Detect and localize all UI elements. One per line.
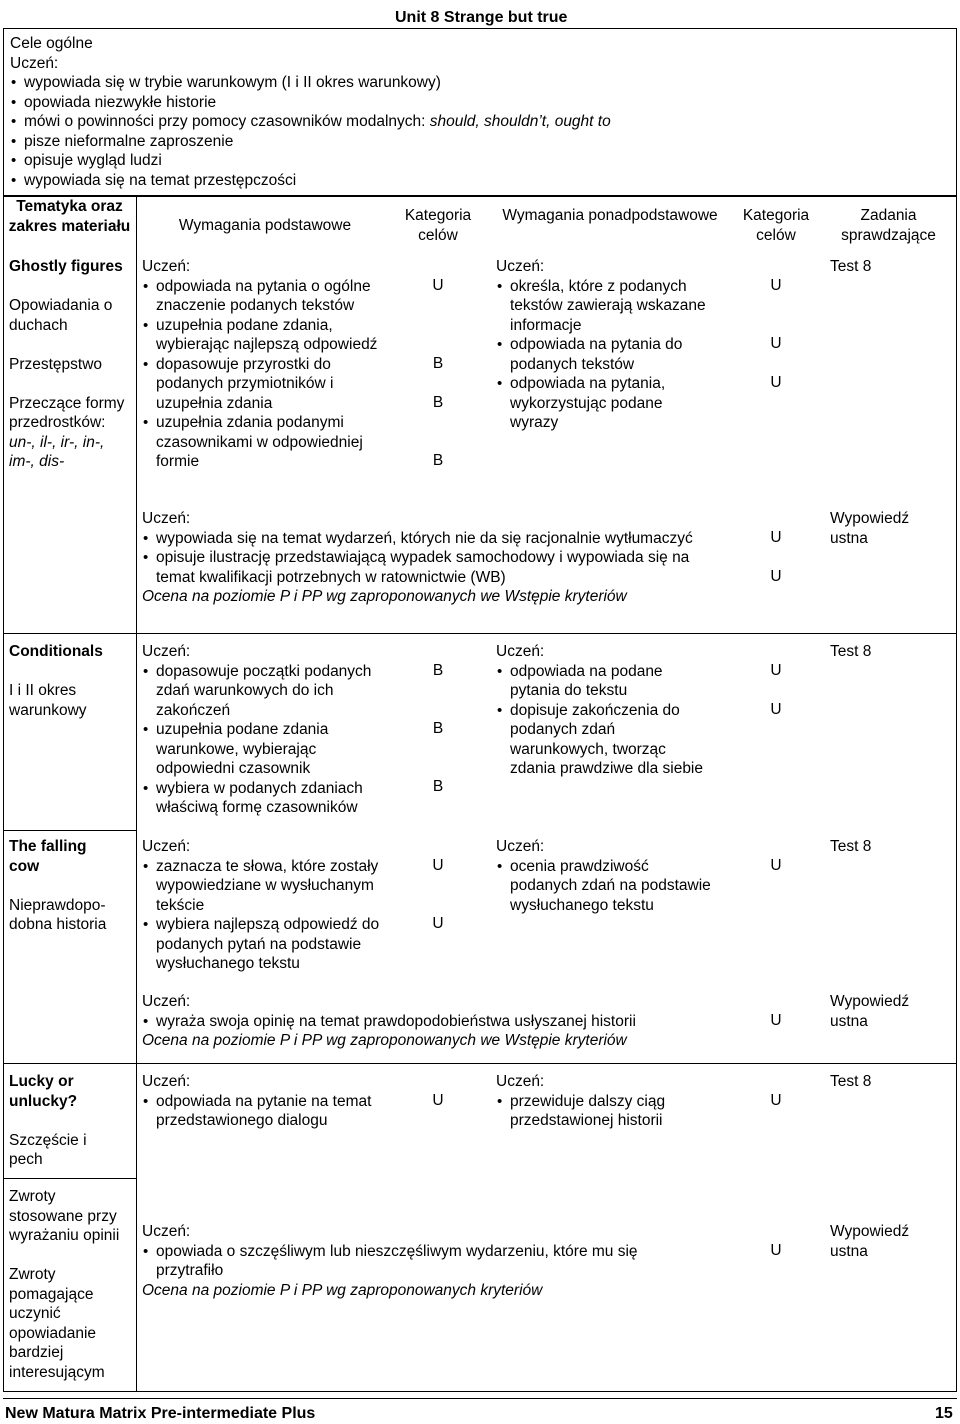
goals-heading: Cele ogólne bbox=[10, 35, 93, 52]
list-item: • przewiduje dalszy ciąg przedstawionej historii bbox=[496, 1092, 711, 1131]
list-item: • opowiada o szczęśliwym lub nieszczęśliwym wydarzeniu, które mu się przytrafiło bbox=[142, 1242, 701, 1281]
category-mark: B bbox=[432, 452, 444, 469]
topic-line: Przeczące formy przedrostków: bbox=[9, 394, 125, 431]
category-mark: B bbox=[432, 778, 444, 795]
task-label: Test 8 bbox=[830, 1073, 872, 1090]
topic-title: Conditionals bbox=[9, 643, 103, 660]
topic-line: Przestępstwo bbox=[9, 355, 103, 373]
basic-requirements-cell bbox=[142, 1072, 382, 1131]
list-item: • odpowiada na podane pytania do tekstu bbox=[496, 662, 711, 701]
student-label: Uczeń: bbox=[142, 1223, 191, 1240]
list-item: • odpowiada na pytania o ogólne znaczenie podanych tekstów bbox=[142, 277, 382, 316]
assessment-note: Ocena na poziomie P i PP wg zaproponowanych we Wstępie kryteriów bbox=[142, 588, 627, 605]
student-label: Uczeń: bbox=[142, 1073, 191, 1090]
category-mark: U bbox=[770, 277, 782, 294]
list-item: • wypowiada się na temat przestępczości bbox=[10, 171, 910, 191]
header-tasks: Zadania sprawdzające bbox=[841, 207, 936, 244]
task-label: Test 8 bbox=[830, 838, 872, 855]
list-item: • wypowiada się na temat wydarzeń, których nie da się racjonalnie wytłumaczyć bbox=[142, 529, 722, 549]
topic-line: Zwroty stosowane przy wyrażaniu opinii bbox=[9, 1188, 120, 1244]
advanced-requirements-cell bbox=[496, 1072, 711, 1131]
advanced-requirements-list bbox=[496, 1092, 711, 1131]
student-label: Uczeń: bbox=[142, 258, 191, 275]
basic-requirements-list bbox=[142, 662, 382, 818]
category-mark: U bbox=[770, 1242, 782, 1259]
category-mark: U bbox=[770, 701, 782, 718]
student-label: Uczeń: bbox=[496, 643, 545, 660]
task-label: Wypowiedź ustna bbox=[830, 993, 910, 1030]
basic-requirements-list bbox=[142, 1092, 382, 1131]
category-mark: U bbox=[432, 857, 444, 874]
advanced-requirements-cell bbox=[496, 642, 711, 779]
student-label: Uczeń: bbox=[496, 838, 545, 855]
category-mark: U bbox=[770, 662, 782, 679]
list-item: • opisuje wygląd ludzi bbox=[10, 151, 910, 171]
student-label: Uczeń: bbox=[142, 643, 191, 660]
speaking-requirements-cell bbox=[142, 992, 722, 1051]
category-mark: U bbox=[770, 529, 782, 546]
topic-title: Lucky or unlucky? bbox=[9, 1073, 78, 1110]
list-item: • opisuje ilustrację przedstawiającą wypadek samochodowy i wypowiada się na temat kwalifikacji potrzebnych w ratownictwie (WB) bbox=[142, 548, 722, 587]
column-divider bbox=[136, 196, 137, 1392]
topic-cell bbox=[9, 257, 133, 472]
student-label: Uczeń: bbox=[142, 838, 191, 855]
list-item: • dopisuje zakończenia do podanych zdań warunkowych, tworząc zdania prawdziwe dla siebie bbox=[496, 701, 711, 779]
student-label: Uczeń: bbox=[496, 258, 545, 275]
topic-line: Szczęście i pech bbox=[9, 1131, 87, 1168]
speaking-requirements-cell bbox=[142, 509, 722, 607]
header-basic: Wymagania podstawowe bbox=[178, 217, 352, 234]
list-item: • uzupełnia podane zdania warunkowe, wybierając odpowiedni czasownik bbox=[142, 720, 382, 779]
row-divider bbox=[3, 633, 957, 634]
category-mark: U bbox=[770, 568, 782, 585]
list-item: • odpowiada na pytanie na temat przedstawionego dialogu bbox=[142, 1092, 382, 1131]
advanced-requirements-list bbox=[496, 277, 711, 433]
speaking-requirements-cell bbox=[142, 1222, 722, 1300]
list-item: • opowiada niezwykłe historie bbox=[10, 93, 910, 113]
basic-requirements-list bbox=[142, 857, 382, 974]
list-item: • wybiera najlepszą odpowiedź do podanych pytań na podstawie wysłuchanego tekstu bbox=[142, 915, 382, 974]
list-item: • uzupełnia podane zdania, wybierając najlepszą odpowiedź bbox=[142, 316, 382, 355]
topic-cell bbox=[9, 1187, 133, 1382]
topic-title: Ghostly figures bbox=[9, 258, 123, 275]
list-item: • pisze nieformalne zaproszenie bbox=[10, 132, 910, 152]
page-number: 15 bbox=[935, 1405, 953, 1422]
advanced-requirements-list bbox=[496, 662, 711, 779]
student-label: Uczeń: bbox=[496, 1073, 545, 1090]
student-label: Uczeń: bbox=[142, 510, 191, 527]
list-item: • wybiera w podanych zdaniach właściwą formę czasowników bbox=[142, 779, 382, 818]
list-item: • określa, które z podanych tekstów zawierają wskazane informacje bbox=[496, 277, 711, 336]
category-mark: U bbox=[770, 335, 782, 352]
list-item: • odpowiada na pytania, wykorzystując podane wyrazy bbox=[496, 374, 711, 433]
goals-list bbox=[10, 73, 910, 190]
category-mark: U bbox=[770, 857, 782, 874]
task-label: Wypowiedź ustna bbox=[830, 1223, 910, 1260]
assessment-note: Ocena na poziomie P i PP wg zaproponowanych we Wstępie kryteriów bbox=[142, 1032, 627, 1049]
goals-student: Uczeń: bbox=[10, 54, 59, 72]
list-item: • dopasowuje początki podanych zdań warunkowych do ich zakończeń bbox=[142, 662, 382, 721]
list-item bbox=[10, 112, 910, 132]
goals-modals-italic: should, shouldn’t, ought to bbox=[429, 113, 611, 130]
topic-line: Zwroty pomagające uczynić opowiadanie bardziej interesującym bbox=[9, 1266, 105, 1381]
topic-cell bbox=[9, 642, 133, 720]
topic-line: Nieprawdopo-dobna historia bbox=[9, 896, 107, 933]
row-divider bbox=[3, 1063, 957, 1064]
topic-cell bbox=[9, 1072, 133, 1170]
topic-title: The falling cow bbox=[9, 838, 87, 875]
category-mark: B bbox=[432, 662, 444, 679]
topic-line: Opowiadania o duchach bbox=[9, 297, 113, 334]
speaking-requirements-list bbox=[142, 529, 722, 588]
category-mark: B bbox=[432, 355, 444, 372]
category-mark: U bbox=[770, 1012, 782, 1029]
goals-content bbox=[10, 34, 910, 190]
advanced-requirements-list bbox=[496, 857, 711, 916]
header-category-1: Kategoria celów bbox=[404, 207, 472, 244]
list-item: • zaznacza te słowa, które zostały wypowiedziane w wysłuchanym tekście bbox=[142, 857, 382, 916]
task-label: Test 8 bbox=[830, 643, 872, 660]
task-label: Wypowiedź ustna bbox=[830, 510, 910, 547]
list-item: • wyraża swoja opinię na temat prawdopodobieństwa usłyszanej historii bbox=[142, 1012, 722, 1032]
student-label: Uczeń: bbox=[142, 993, 191, 1010]
basic-requirements-cell bbox=[142, 257, 382, 472]
assessment-note: Ocena na poziomie P i PP wg zaproponowanych kryteriów bbox=[142, 1281, 543, 1299]
category-mark: B bbox=[432, 720, 444, 737]
category-mark: U bbox=[432, 277, 444, 294]
category-mark: U bbox=[432, 915, 444, 932]
goals-modals-text: mówi o powinności przy pomocy czasowników modalnych: bbox=[24, 113, 430, 130]
row-divider bbox=[3, 1178, 136, 1179]
basic-requirements-list bbox=[142, 277, 382, 472]
basic-requirements-cell bbox=[142, 837, 382, 974]
row-divider bbox=[3, 830, 136, 831]
topic-cell bbox=[9, 837, 133, 935]
header-topic: Tematyka oraz zakres materiału bbox=[8, 198, 131, 235]
basic-requirements-cell bbox=[142, 642, 382, 818]
list-item: • odpowiada na pytania do podanych tekstów bbox=[496, 335, 711, 374]
list-item: • dopasowuje przyrostki do podanych przymiotników i uzupełnia zdania bbox=[142, 355, 382, 414]
footer-rule bbox=[3, 1398, 957, 1399]
category-mark: U bbox=[770, 1092, 782, 1109]
header-category-2: Kategoria celów bbox=[742, 207, 810, 244]
list-item: • ocenia prawdziwość podanych zdań na podstawie wysłuchanego tekstu bbox=[496, 857, 711, 916]
speaking-requirements-list bbox=[142, 1242, 722, 1281]
page-title: Unit 8 Strange but true bbox=[395, 9, 568, 26]
task-label: Test 8 bbox=[830, 258, 872, 275]
topic-line: un-, il-, ir-, in-, im-, dis- bbox=[9, 433, 105, 470]
advanced-requirements-cell bbox=[496, 257, 711, 433]
speaking-requirements-list bbox=[142, 1012, 722, 1032]
category-mark: U bbox=[770, 374, 782, 391]
topic-line: I i II okres warunkowy bbox=[9, 682, 87, 719]
category-mark: U bbox=[432, 1092, 444, 1109]
footer-book-title: New Matura Matrix Pre-intermediate Plus bbox=[5, 1405, 316, 1422]
header-advanced: Wymagania ponadpodstawowe bbox=[502, 207, 718, 224]
list-item: • uzupełnia zdania podanymi czasownikami w odpowiedniej formie bbox=[142, 413, 382, 472]
list-item: • wypowiada się w trybie warunkowym (I i II okres warunkowy) bbox=[10, 73, 910, 93]
category-mark: B bbox=[432, 394, 444, 411]
advanced-requirements-cell bbox=[496, 837, 711, 915]
